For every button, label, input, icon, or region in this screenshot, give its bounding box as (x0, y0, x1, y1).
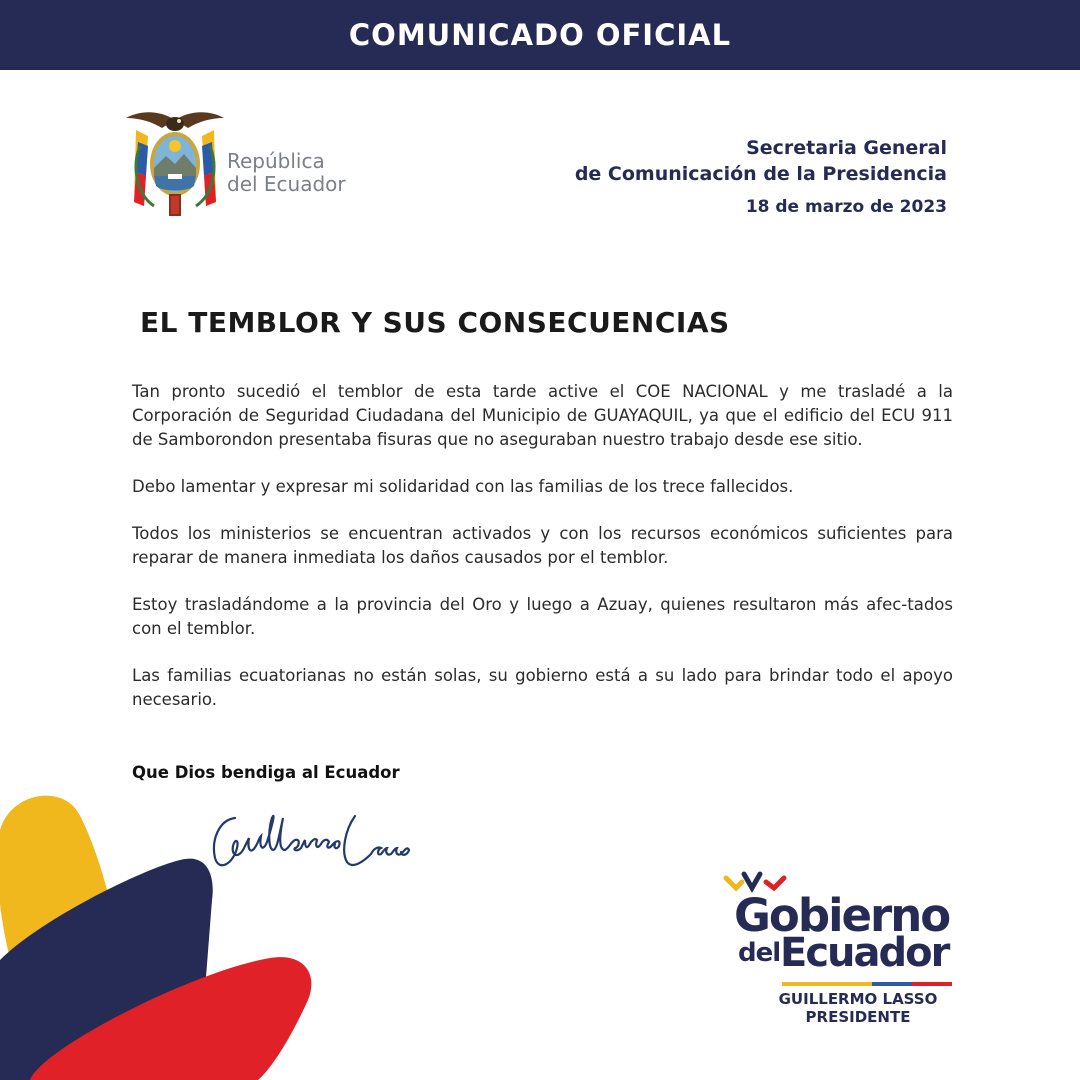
logo-word-gobierno: Gobierno (734, 889, 950, 942)
header-banner (0, 0, 1080, 70)
issuer-block (575, 135, 947, 217)
body-paragraph: Debo lamentar y expresar mi solidaridad con las familias de los trece fallecidos. (132, 477, 794, 496)
republic-line-1: República (227, 149, 325, 173)
issuer-line-1: Secretaria General (746, 137, 947, 159)
closing-line: Que Dios bendiga al Ecuador (132, 763, 400, 782)
ecuador-coat-of-arms-icon (122, 106, 228, 224)
body-paragraph: Tan pronto sucedió el temblor de esta tarde active el COE NACIONAL y me trasladé a la Corporación de Seguridad Ciudadana del Municipio de GUAYAQUIL, ya que el edificio del ECU 911 de Samborondon presentaba fisuras que no aseguraban nuestro trabajo desde ese sitio. (132, 382, 953, 449)
gobierno-del-ecuador-logo (722, 870, 962, 1030)
banner-title: COMUNICADO OFICIAL (348, 18, 732, 52)
decorative-color-shapes (0, 780, 330, 1080)
document-headline: EL TEMBLOR Y SUS CONSECUENCIAS (140, 306, 730, 339)
body-paragraph: Todos los ministerios se encuentran activados y con los recursos económicos suficientes para reparar de manera inmediata los daños causados por el temblor. (132, 524, 953, 567)
issuer-line-2: de Comunicación de la Presidencia (574, 163, 947, 185)
body-paragraph: Las familias ecuatorianas no están solas, su gobierno está a su lado para brindar todo el apoyo necesario. (132, 666, 953, 709)
logo-flag-stripe (782, 982, 952, 986)
document-date: 18 de marzo de 2023 (745, 197, 947, 217)
body-paragraph: Estoy trasladándome a la provincia del Oro y luego a Azuay, quienes resultaron más afec-tados con el temblor. (132, 595, 953, 638)
republic-line-2: del Ecuador (227, 172, 346, 196)
document-body (132, 380, 953, 735)
logo-word-ecuador: Ecuador (780, 930, 949, 976)
logo-president-name: GUILLERMO LASSO (778, 990, 938, 1008)
logo-word-del: del (738, 938, 781, 968)
republic-name (227, 150, 346, 196)
logo-president-title: PRESIDENTE (805, 1008, 911, 1026)
